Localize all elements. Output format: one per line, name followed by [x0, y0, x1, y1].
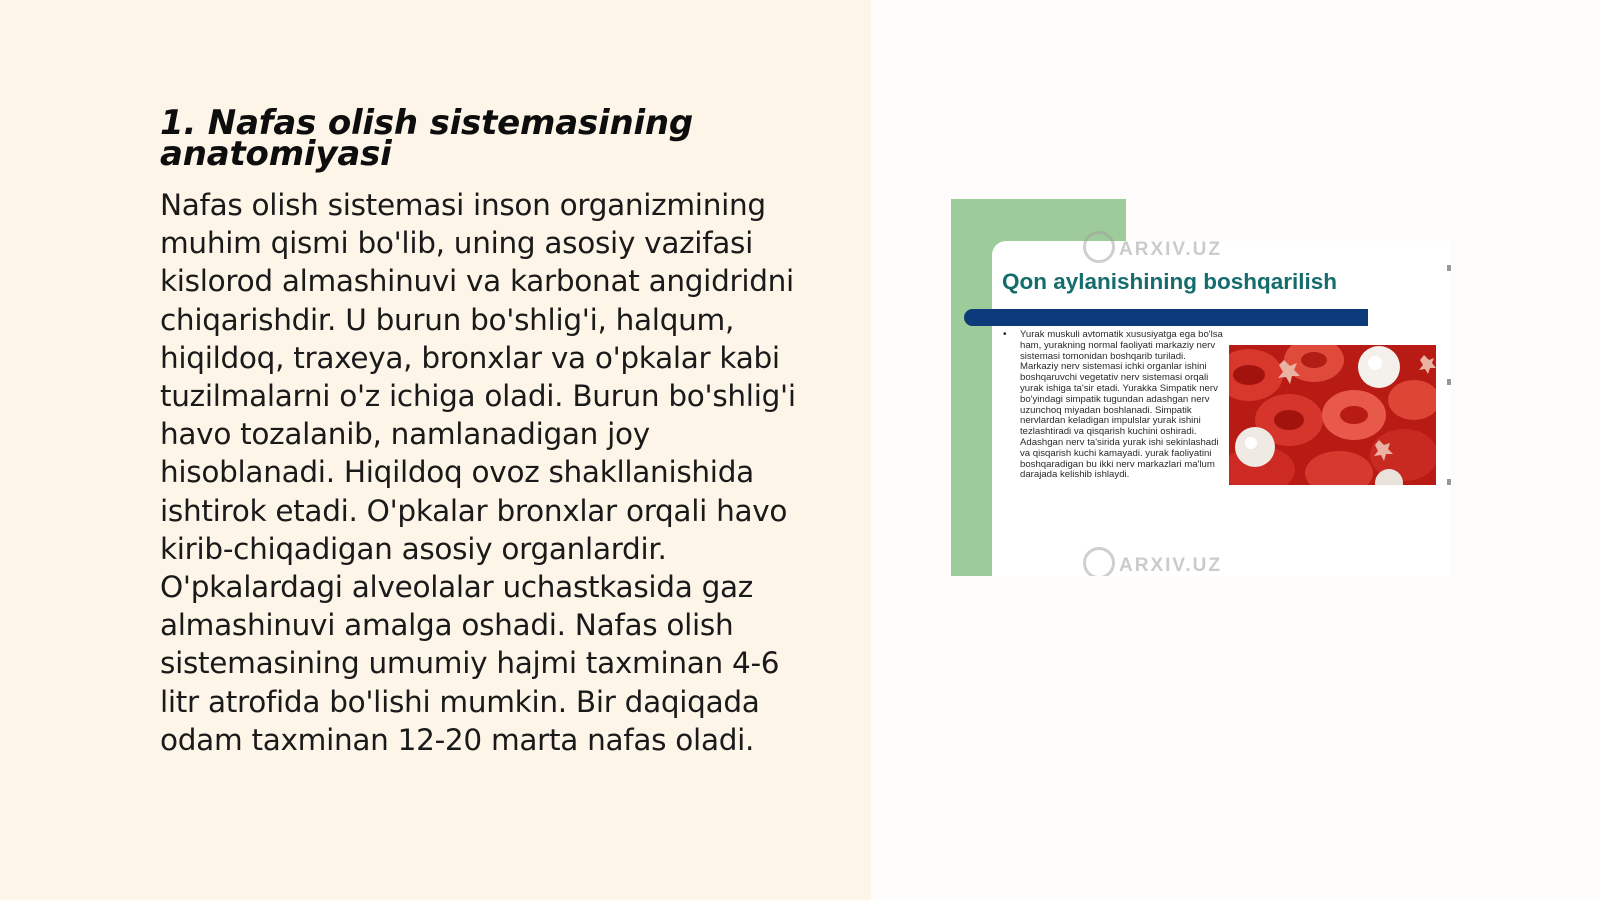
blood-cells-illustration — [1229, 345, 1436, 485]
slide-body-text: Yurak muskuli avtomatik xususiyatga ega bo'lsa ham, yurakning normal faoliyati markaziy nerv sistemasi tomonidan boshqarib turiladi. Markaziy nerv sistemasi ichki organlar ishini boshqaruvchi vegetativ nerv sistemasi orqali yurak ishiga ta'sir etadi. Yurakka Simpatik nerv bo'yindagi simpatik tugundan adashgan nerv uzunchoq miyadan boshlanadi. Simpatik nervlardan keladigan impulslar yurak ishini tezlashtiradi va qisqarish kuchini oshiradi. Adashgan nerv ta'sirida yurak ishi sekinlashadi va qisqarish kuchi kamayadi. yurak faoliyatini boshqaradigan bu ikki nerv markazlari ma'lum darajada kelishib ishlaydi. — [1020, 329, 1223, 481]
watermark-top — [1083, 231, 1222, 263]
body-paragraph: Nafas olish sistemasi inson organizmining muhim qismi bo'lib, uning asosiy vazifasi kislorod almashinuvi va karbonat angidridni chiqarishdir. U burun bo'shlig'i, halqum, hiqildoq, traxeya, bronxlar va o'pkalar kabi tuzilmalarni o'z ichiga oladi. Burun bo'shlig'i havo tozalanib, namlanadigan joy hisoblanadi. Hiqildoq ovoz shakllanishida ishtirok etadi. O'pkalar bronxlar orqali havo kirib-chiqadigan asosiy organlardir. O'pkalardagi alveolalar uchastkasida gaz almashinuvi amalga oshadi. Nafas olish sistemasining umumiy hajmi taxminan 4-6 litr atrofida bo'lishi mumkin. Bir daqiqada odam taxminan 12-20 marta nafas oladi. — [160, 188, 796, 757]
blood-cells-image — [1229, 345, 1436, 485]
slide-edge-mark — [1447, 265, 1451, 271]
watermark-logo-icon — [1083, 547, 1115, 576]
embedded-slide-image — [951, 199, 1451, 576]
slide-edge-mark — [1447, 479, 1451, 485]
watermark-bottom — [1083, 547, 1222, 576]
watermark-text: ARXIV.UZ — [1119, 555, 1222, 576]
slide-edge-mark — [1447, 379, 1451, 385]
slide-title: Qon aylanishining boshqarilish — [1002, 269, 1338, 294]
watermark-text: ARXIV.UZ — [1119, 239, 1222, 260]
slide-heading: 1. Nafas olish sistemasining anatomiyasi — [160, 103, 694, 174]
title-underline-bar — [964, 309, 1368, 326]
watermark-logo-icon — [1083, 231, 1115, 263]
bullet-icon: • — [1003, 329, 1007, 340]
